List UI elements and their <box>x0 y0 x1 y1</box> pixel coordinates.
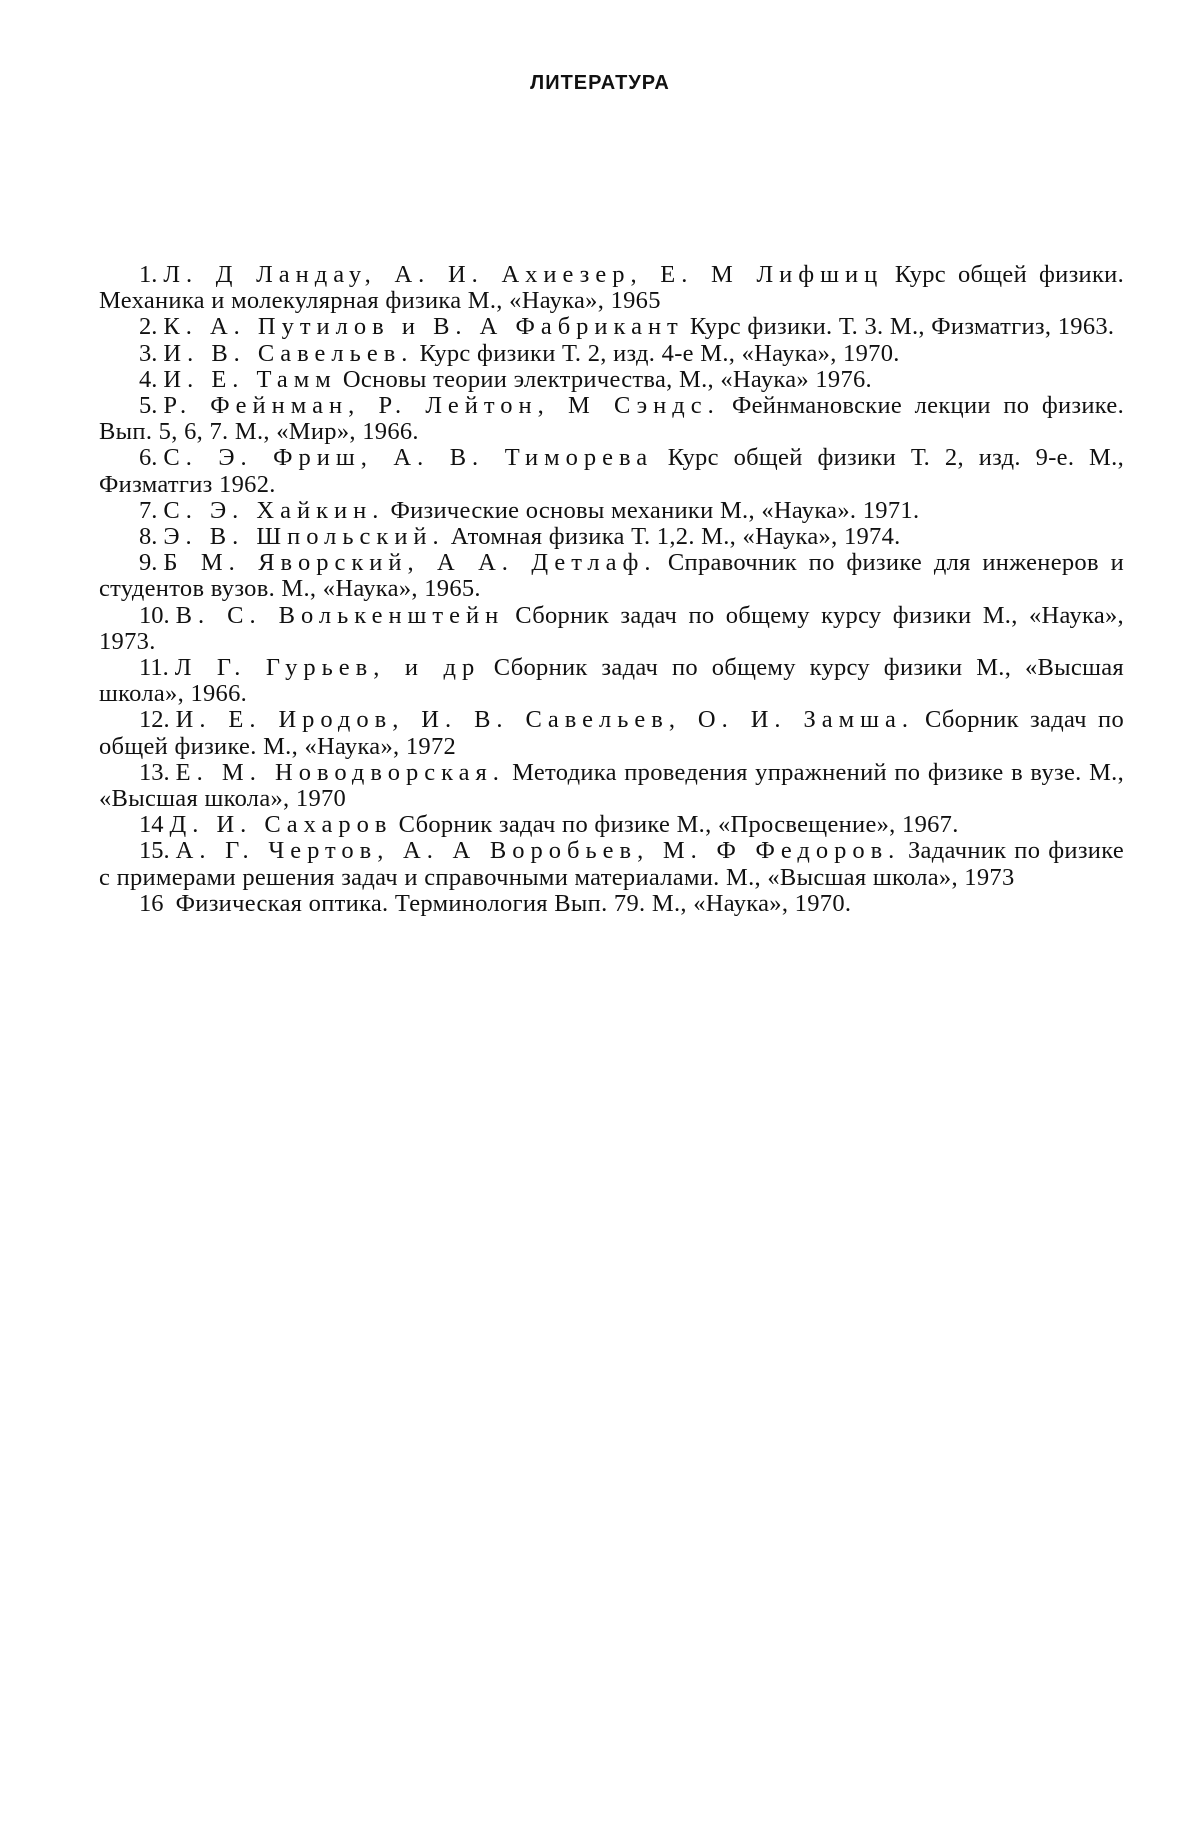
reference-number: 3. <box>139 339 158 367</box>
reference-authors: Л Г. Гурьев, и др <box>174 654 481 682</box>
reference-text: Сборник задач по общему курсу физики М., «Наука», 1973. <box>99 601 1124 655</box>
reference-authors: Э. В. Шпольский. <box>163 523 445 551</box>
reference-number: 14 <box>139 811 164 839</box>
reference-number: 7. <box>139 496 158 524</box>
reference-authors: Д. И. Сахаров <box>169 811 393 839</box>
reference-text: Атомная физика Т. 1,2. М., «Наука», 1974. <box>450 523 901 551</box>
reference-number: 2. <box>139 313 158 341</box>
reference-number: 5. <box>139 392 158 420</box>
reference-text: Методика проведения упражнений по физике в вузе. М., «Высшая школа», 1970 <box>99 758 1124 813</box>
reference-number: 11. <box>139 654 169 682</box>
reference-authors: Е. М. Новодворская. <box>175 758 505 786</box>
reference-number: 10. <box>139 601 170 629</box>
reference-text: Справочник по физике для инженеров и студентов вузов. М., «Наука», 1965. <box>99 549 1124 603</box>
reference-text: Сборник задач по общему курсу физики М., «Высшая школа», 1966. <box>99 654 1124 708</box>
reference-item-10 <box>99 603 1124 655</box>
reference-authors: И. В. Савельев. <box>163 339 414 367</box>
reference-item-12 <box>99 707 1124 759</box>
reference-list <box>99 262 1124 917</box>
reference-authors: Б М. Яворский, А А. Детлаф. <box>163 549 657 577</box>
reference-number: 15. <box>139 837 170 865</box>
page-heading: ЛИТЕРАТУРА <box>530 72 670 94</box>
reference-item-15 <box>99 838 1124 890</box>
reference-text: Курс физики Т. 2, изд. 4-е М., «Наука», 1970. <box>419 339 900 367</box>
reference-item-11 <box>99 655 1124 707</box>
reference-authors: А. Г. Чертов, А. А Воробьев, М. Ф Федоров. <box>175 837 901 865</box>
reference-item-13 <box>99 760 1124 812</box>
reference-text: Курс физики. Т. 3. М., Физматгиз, 1963. <box>689 313 1115 341</box>
reference-text: Сборник задач по общей физике. М., «Наука», 1972 <box>99 706 1125 760</box>
reference-item-4 <box>99 367 1124 393</box>
reference-item-6 <box>99 445 1124 497</box>
reference-number: 13. <box>139 758 170 786</box>
reference-text: Сборник задач по физике М., «Просвещение», 1967. <box>398 811 959 839</box>
reference-text: Основы теории электричества, М., «Наука» 1976. <box>342 365 872 393</box>
reference-number: 9. <box>139 549 158 577</box>
reference-number: 12. <box>139 706 170 734</box>
reference-authors: И. Е. Иродов, И. В. Савельев, О. И. Замша. <box>175 706 914 734</box>
reference-authors: К. А. Путилов и В. А Фабрикант <box>163 313 684 341</box>
reference-item-5 <box>99 393 1124 445</box>
reference-text: Физическая оптика. Терминология Вып. 79. М., «Наука», 1970. <box>175 889 852 917</box>
reference-text: Курс общей физики Т. 2, изд. 9-е. М., Физматгиз 1962. <box>99 444 1124 498</box>
reference-authors: С. Э. Фриш, А. В. Тиморева <box>163 444 654 472</box>
reference-item-16 <box>99 891 1124 917</box>
reference-authors: Л. Д Ландау, А. И. Ахиезер, Е. М Лифшиц <box>163 261 884 288</box>
reference-authors: В. С. Волькенштейн <box>175 601 505 629</box>
reference-authors: И. Е. Тамм <box>163 365 337 393</box>
reference-item-7 <box>99 498 1124 524</box>
reference-number: 6. <box>139 444 158 472</box>
reference-text: Задачник по физике с примерами решения задач и справочными материалами. М., «Высшая школа», 1973 <box>99 837 1124 891</box>
reference-item-9 <box>99 550 1124 602</box>
reference-item-2 <box>99 314 1124 340</box>
reference-text: Фейнмановские лекции по физике. Вып. 5, 6, 7. М., «Мир», 1966. <box>99 392 1124 446</box>
reference-text: Физические основы механики М., «Наука». 1971. <box>390 496 920 524</box>
reference-item-8 <box>99 524 1124 550</box>
reference-number: 1. <box>139 261 158 288</box>
reference-number: 4. <box>139 365 158 393</box>
reference-number: 8. <box>139 523 158 551</box>
reference-text: Курс общей физики. Механика и молекулярная физика М., «Наука», 1965 <box>99 261 1125 315</box>
reference-authors: Р. Фейнман, Р. Лейтон, М Сэндс. <box>163 392 720 420</box>
reference-authors: С. Э. Хайкин. <box>163 496 385 524</box>
reference-item-1 <box>99 262 1124 314</box>
reference-number: 16 <box>139 889 164 917</box>
reference-item-3 <box>99 341 1124 367</box>
reference-item-14 <box>99 812 1124 838</box>
